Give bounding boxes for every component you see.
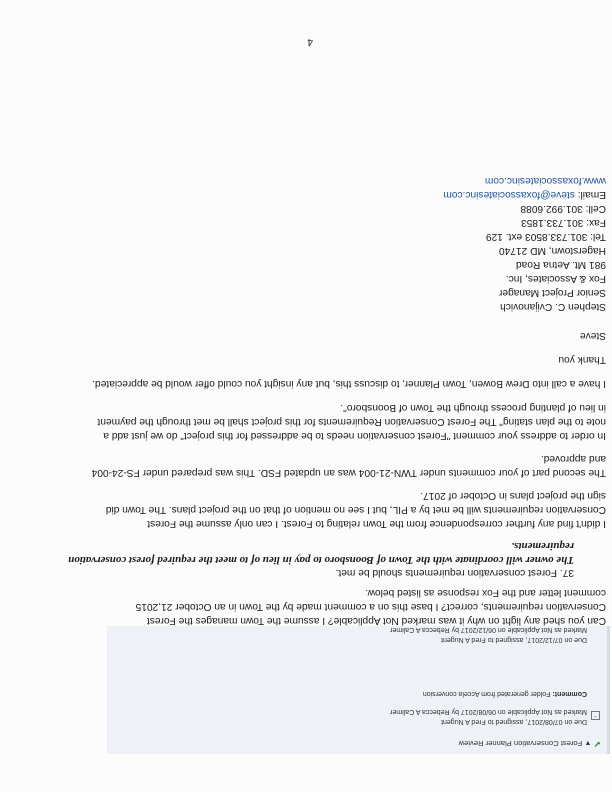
collapse-icon: −	[591, 711, 600, 720]
entry1-comment	[423, 689, 587, 698]
thanks: Thank you	[558, 354, 606, 365]
para2-line3: sign the project plans in October of 2017.	[420, 490, 606, 501]
website-link[interactable]: www.foxassociatesinc.com	[484, 175, 606, 186]
email-label: Email:	[577, 189, 606, 200]
sign-name: Steve	[579, 330, 606, 341]
entry1-marked: Marked as Not Applicable on 06/08/2017 by Rebecca A Calimer	[390, 708, 587, 715]
para2-line2: Conservation requirements will be met by a PIL, but I see no mention of that on the project plans. The Town did	[105, 504, 606, 515]
para2-line1: I didn't find any further correspondence from the Town relating to Forest. I can only assume the Forest	[147, 518, 606, 529]
para3-line2: and approved.	[540, 453, 606, 464]
check-icon: ✔	[593, 739, 601, 749]
para3-line1: The second part of your comments under TWN-21-004 was an updated FSD. This was prepared under FS-24-004	[91, 467, 606, 478]
review-panel	[107, 626, 610, 754]
item-37-response-line1: The owner will coordinate with the Town of Boonsboro to pay in lieu of to meet the required forest conservation	[68, 554, 574, 566]
entry2-due: Due on 07/12/2017, assigned to Fred A Nugent	[441, 636, 587, 643]
para1-line3: comment letter and the Fox response as listed below.	[365, 587, 606, 598]
email-link[interactable]: steve@foxassociatesinc.com	[443, 189, 575, 200]
sig-title: Senior Project Manager	[498, 287, 606, 298]
sig-address1: 981 Mt. Aetna Road	[515, 259, 606, 270]
expand-arrow-icon: ▼	[584, 739, 592, 746]
comment-label: Comment:	[552, 690, 587, 697]
para1-line1: Can you shed any light on why it was marked Not Applicable? I assume the Town manages the Forest	[146, 615, 606, 626]
entry2-marked: Marked as Not Applicable on 06/12/2017 by Rebecca A Calimer	[390, 626, 587, 633]
item-37-response-line2: requirements.	[511, 540, 574, 552]
para4-line2: note to the plan stating" The Forest Conservation Requirements for this project shall be met through the payment	[97, 416, 606, 427]
sig-address2: Hagerstown, MD 21740	[498, 245, 606, 256]
panel-title: Forest Conservation Planner Review	[458, 739, 583, 748]
para5: I have a call into Drew Bowen, Town Planner, to discuss this, but any insight you could offer would be appreciated.	[92, 378, 606, 389]
para4-line1: In order to address your comment "Forest conservation needs to be addressed for this project" do we just add a	[103, 430, 606, 441]
panel-header[interactable]	[459, 738, 601, 748]
para1-line2: Conservation requirements, correct? I base this on a comment made by the Town in an October 21,2015	[135, 601, 606, 612]
sig-company: Fox & Associates, Inc.	[505, 273, 606, 284]
comment-text: Folder generated from Accela conversion	[422, 690, 551, 697]
para4-line3: in lieu of planting process through the Town of Boonsboro".	[340, 402, 606, 413]
page-number: 4	[307, 36, 313, 47]
entry1-toggle[interactable]	[591, 706, 600, 724]
sig-name: Stephen C. Cvijanovich	[500, 301, 606, 312]
entry1-due: Due on 07/08/2017, assigned to Fred A Nugent	[441, 718, 587, 725]
item-37: 37. Forest conservation requirements should be met.	[335, 567, 574, 578]
sig-tel: Tel: 301.733.8503 ext. 129	[485, 231, 606, 242]
sig-fax: Fax: 301.733.1853	[521, 217, 606, 228]
sig-cell: Cell: 301.992.6088	[520, 203, 606, 214]
sig-email	[443, 188, 606, 201]
